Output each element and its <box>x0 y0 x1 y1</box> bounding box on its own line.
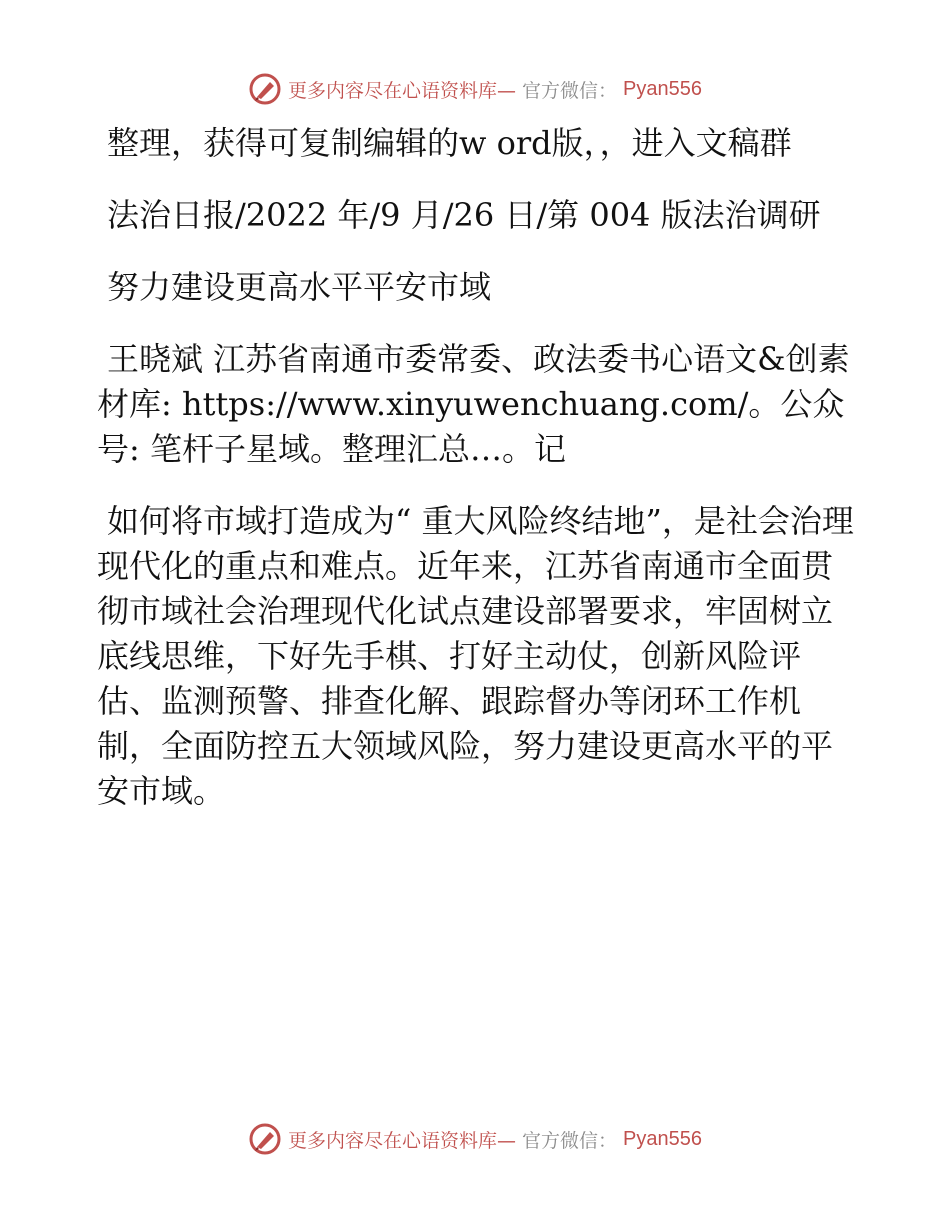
paragraph-intro: 整理，获得可复制编辑的w ord版，，进入文稿群 <box>107 124 792 162</box>
paragraph-body: 如何将市域打造成为“ 重大风险终结地”，是社会治理现代化的重点和难点。近年来，江苏省南通市全面贯彻市域社会治理现代化试点建设部署要求，牢固树立底线思维，下好先手棋、打好主动仗，创新风险评估、监测预警、排查化解、跟踪督办等闭环工作机制，全面防控五大领域风险，努力建设更高水平的平安市域。 <box>97 502 854 810</box>
banner-wechat-id: Pyan556 <box>623 1127 702 1150</box>
banner-wechat-label: 官方微信： <box>522 1129 618 1152</box>
document-body <box>97 121 857 841</box>
banner-site-text: 更多内容尽在心语资料库— <box>288 1129 517 1152</box>
pen-logo-icon <box>248 1122 282 1156</box>
article-title: 努力建设更高水平平安市域 <box>107 268 492 306</box>
pen-logo-icon <box>248 72 282 106</box>
banner-site-text: 更多内容尽在心语资料库— <box>288 79 517 102</box>
banner-wechat-label: 官方微信： <box>522 79 618 102</box>
footer-banner <box>0 1122 950 1156</box>
banner-wechat-id: Pyan556 <box>623 77 702 100</box>
paragraph-author: 王晓斌 江苏省南通市委常委、政法委书心语文&创素材库: https://www.xinyuwenchuang.com/。公众号: 笔杆子星域。整理汇总…。记 <box>97 340 850 468</box>
paragraph-source: 法治日报/2022 年/9 月/26 日/第 004 版法治调研 <box>107 196 821 234</box>
header-banner <box>0 72 950 106</box>
